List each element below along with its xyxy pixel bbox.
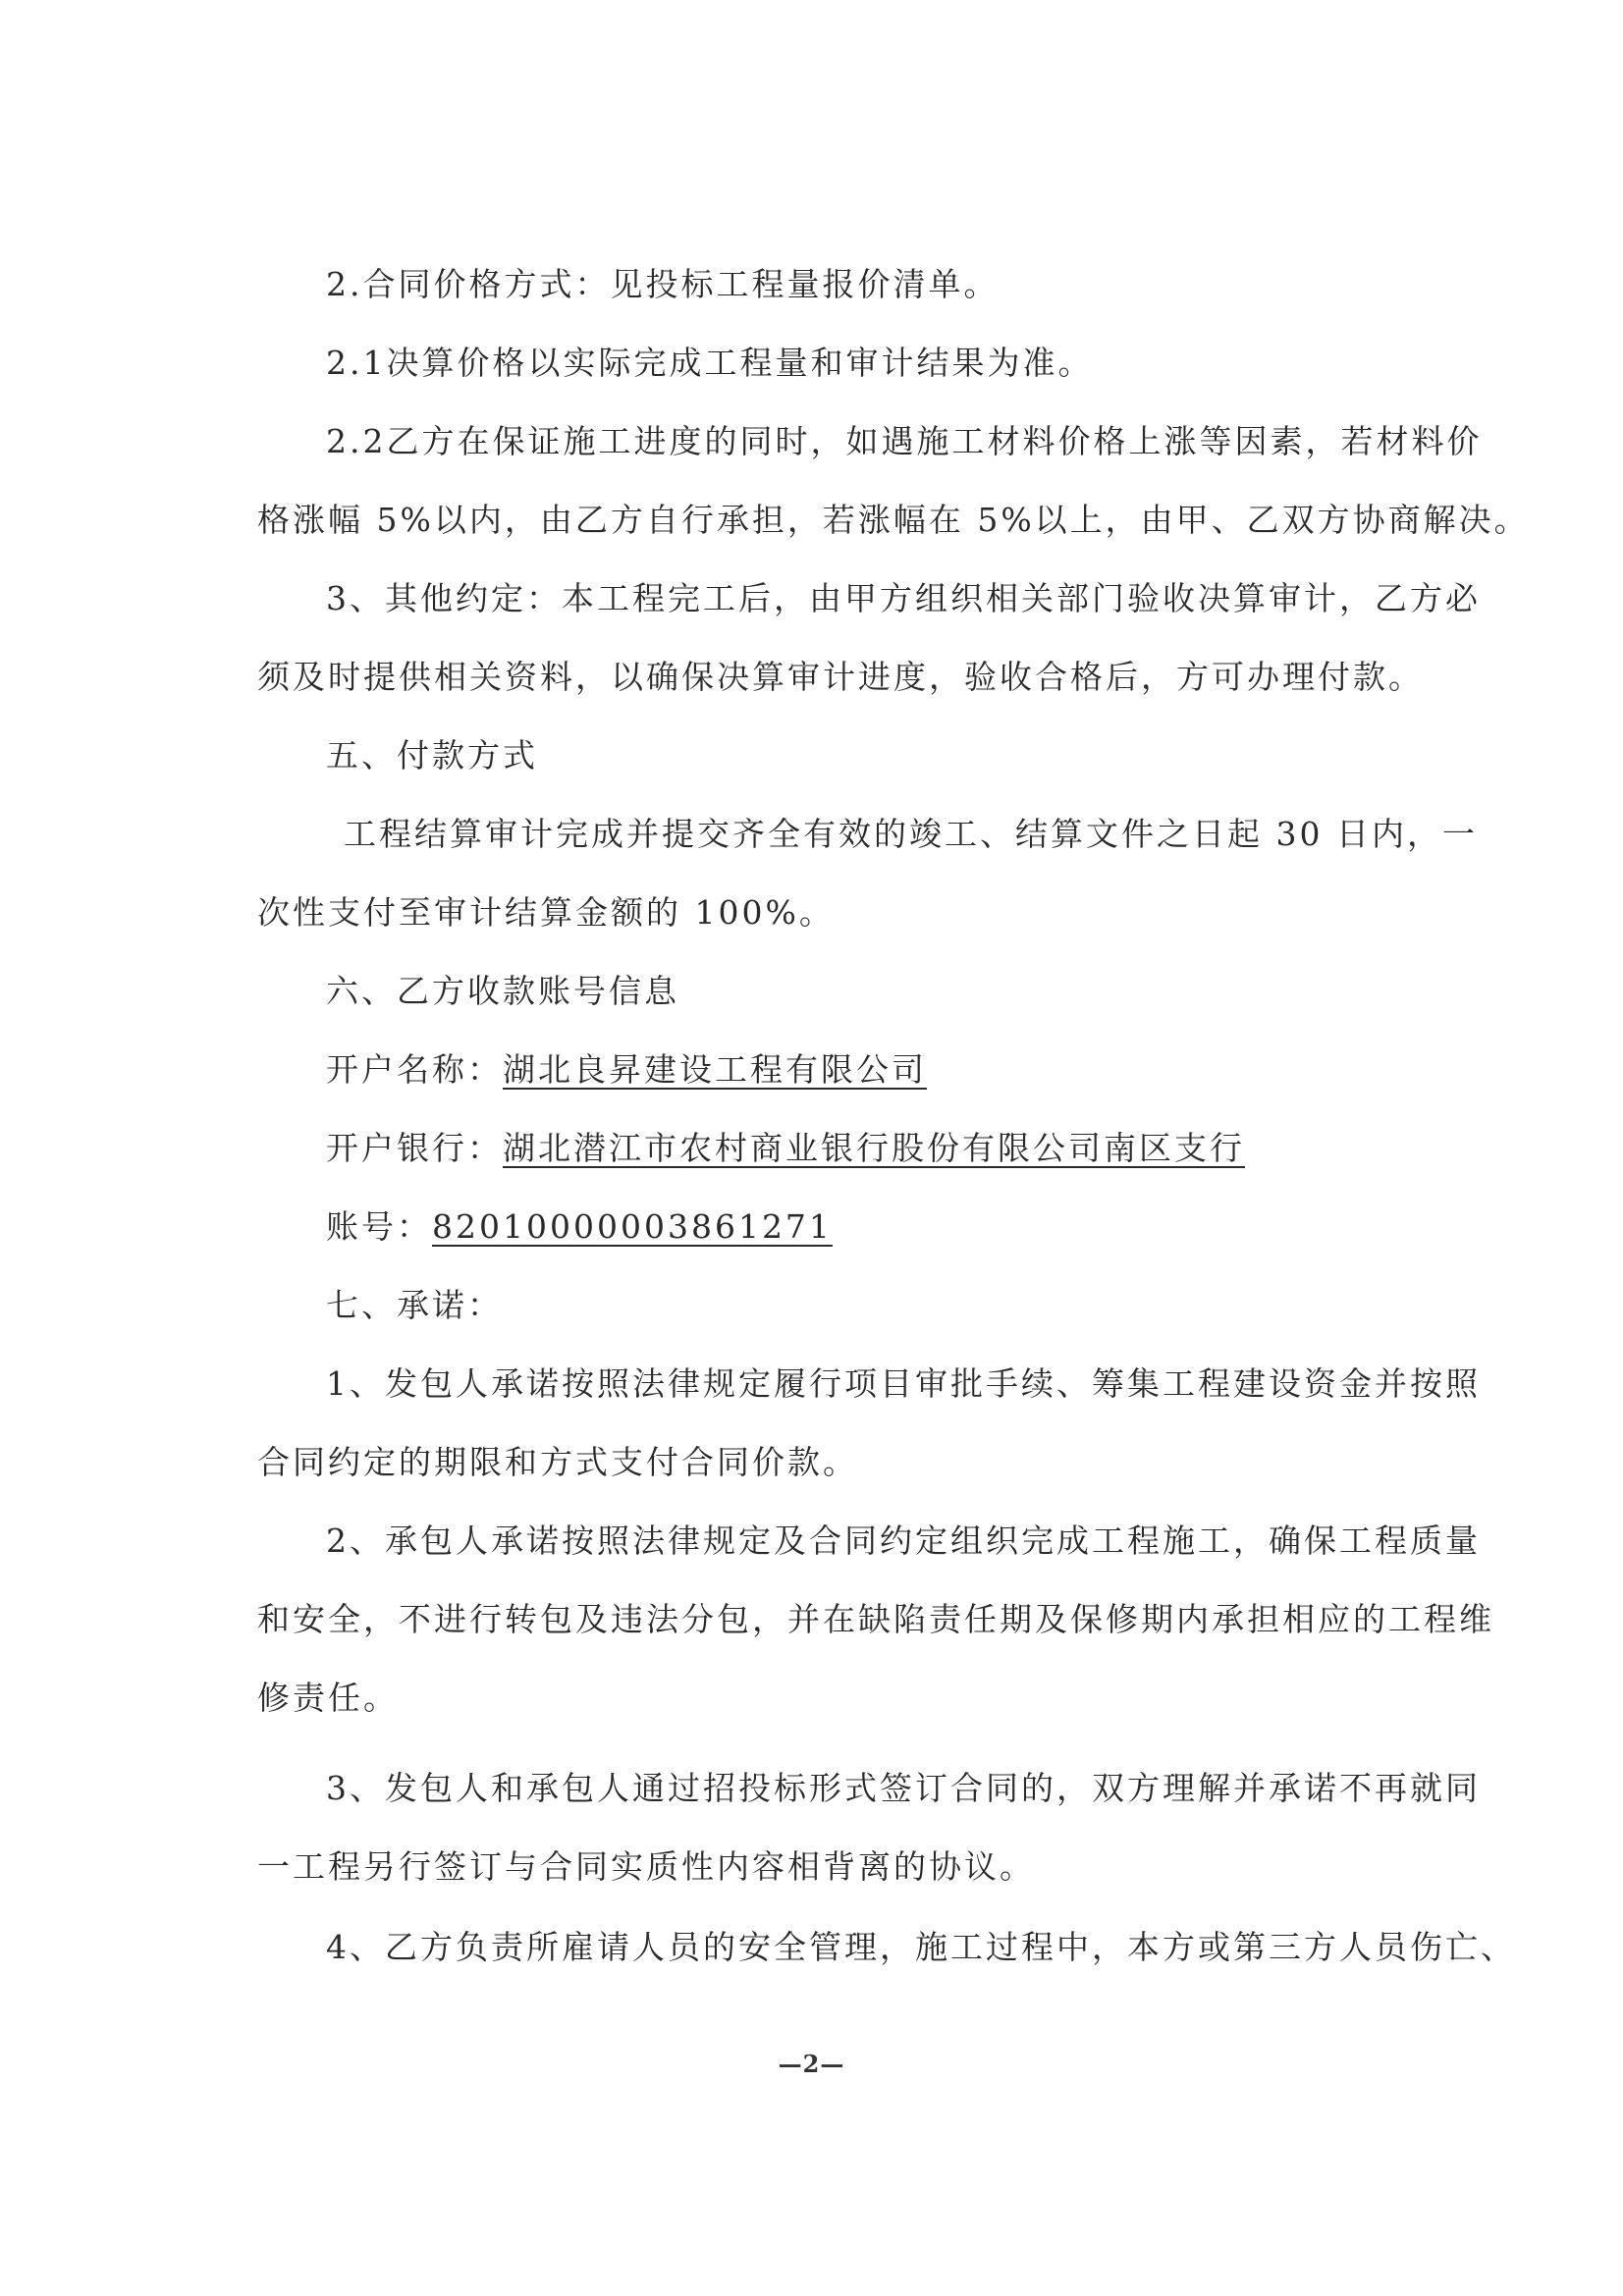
- account-number-value: 82010000003861271: [432, 1207, 833, 1246]
- section-7-heading: 七、承诺：: [326, 1286, 503, 1324]
- account-bank-value: 湖北潜江市农村商业银行股份有限公司南区支行: [503, 1129, 1245, 1167]
- payment-line-1: 工程结算审计完成并提交齐全有效的竣工、结算文件之日起 30 日内，一: [344, 815, 1478, 853]
- clause-2-price-method: 2.合同价格方式：见投标工程量报价清单。: [326, 265, 1000, 303]
- account-bank-row: [326, 1127, 1245, 1170]
- payment-line-2: 次性支付至审计结算金额的 100%。: [257, 893, 835, 932]
- promise-1-line-1: 1、发包人承诺按照法律规定履行项目审批手续、筹集工程建设资金并按照: [326, 1364, 1481, 1403]
- promise-2-line-1: 2、承包人承诺按照法律规定及合同约定组织完成工程施工，确保工程质量: [326, 1522, 1481, 1560]
- account-name-row: [326, 1048, 927, 1092]
- account-name-label: 开户名称：: [326, 1050, 503, 1089]
- clause-2-1-settlement: 2.1决算价格以实际完成工程量和审计结果为准。: [326, 344, 1094, 382]
- section-5-heading: 五、付款方式: [326, 736, 538, 774]
- account-number-label: 账号：: [326, 1207, 432, 1246]
- clause-2-2-line-1: 2.2乙方在保证施工进度的同时，如遇施工材料价格上涨等因素，若材料价: [326, 422, 1483, 460]
- clause-3-line-2: 须及时提供相关资料，以确保决算审计进度，验收合格后，方可办理付款。: [257, 658, 1424, 696]
- account-number-row: [326, 1205, 833, 1249]
- account-bank-label: 开户银行：: [326, 1129, 503, 1167]
- promise-3-line-1: 3、发包人和承包人通过招投标形式签订合同的，双方理解并承诺不再就同: [326, 1769, 1481, 1807]
- clause-3-line-1: 3、其他约定：本工程完工后，由甲方组织相关部门验收决算审计，乙方必: [326, 579, 1481, 617]
- promise-2-line-3: 修责任。: [257, 1679, 399, 1717]
- promise-3-line-2: 一工程另行签订与合同实质性内容相背离的协议。: [257, 1847, 1035, 1886]
- page-number: —2—: [778, 2050, 845, 2078]
- promise-1-line-2: 合同约定的期限和方式支付合同价款。: [257, 1443, 858, 1481]
- clause-2-2-line-2: 格涨幅 5%以内，由乙方自行承担，若涨幅在 5%以上，由甲、乙双方协商解决。: [257, 501, 1530, 539]
- section-6-heading: 六、乙方收款账号信息: [326, 972, 679, 1010]
- promise-2-line-2: 和安全，不进行转包及违法分包，并在缺陷责任期及保修期内承担相应的工程维: [257, 1600, 1494, 1638]
- account-name-value: 湖北良昇建设工程有限公司: [503, 1050, 927, 1089]
- promise-4-line-1: 4、乙方负责所雇请人员的安全管理，施工过程中，本方或第三方人员伤亡、: [326, 1928, 1516, 1966]
